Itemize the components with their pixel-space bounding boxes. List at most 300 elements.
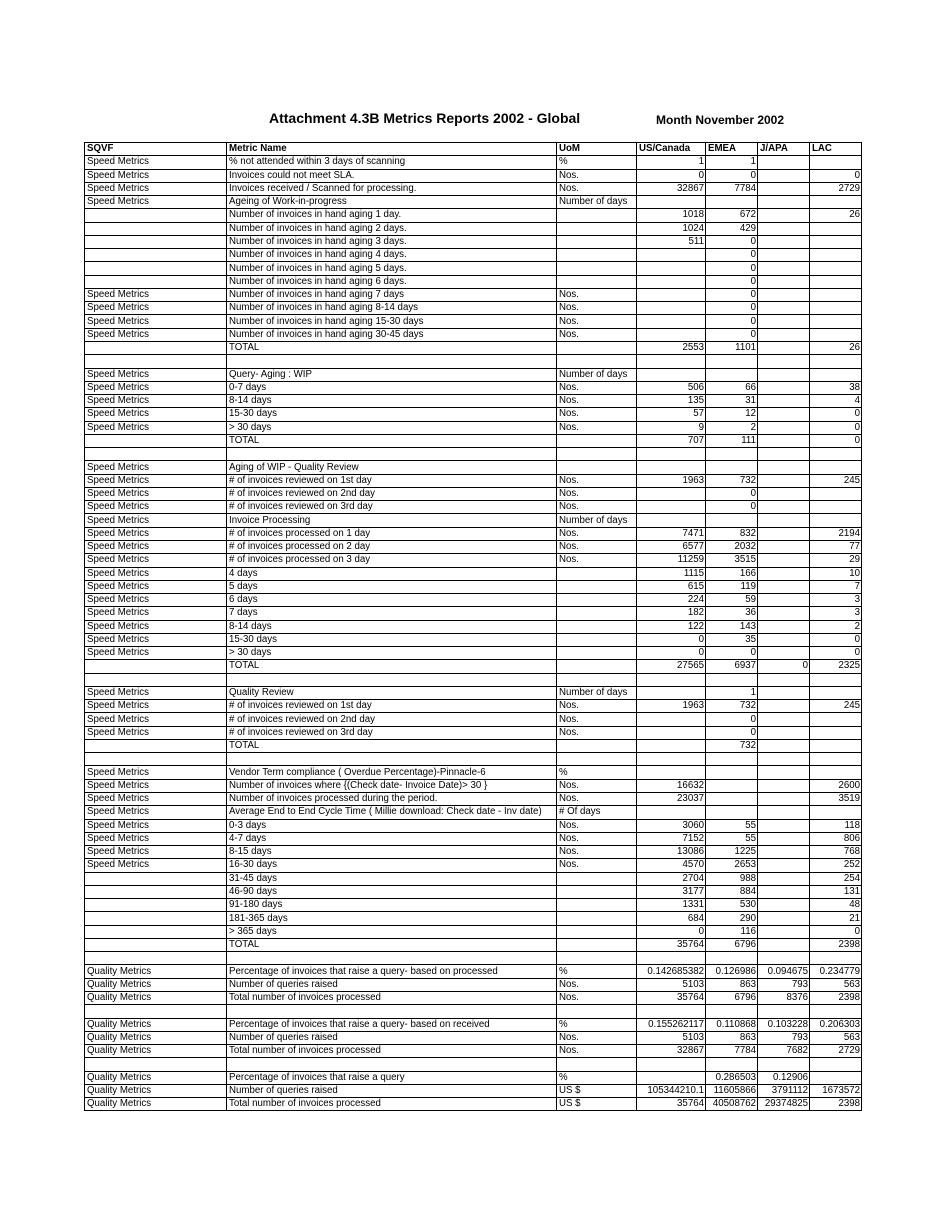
uom-cell: US $	[557, 1084, 637, 1097]
uom-cell	[557, 925, 637, 938]
japa-cell	[758, 156, 810, 169]
japa-cell	[758, 222, 810, 235]
table-row	[85, 952, 862, 965]
metric-name-cell: Vendor Term compliance ( Overdue Percentage)-Pinnacle-6	[227, 766, 557, 779]
metric-name-cell: # of invoices processed on 1 day	[227, 527, 557, 540]
japa-cell	[758, 1005, 810, 1018]
table-row	[85, 899, 862, 912]
table-row	[85, 368, 862, 381]
japa-cell	[758, 925, 810, 938]
metric-name-cell: % not attended within 3 days of scanning	[227, 156, 557, 169]
sqvf-cell: Quality Metrics	[85, 992, 227, 1005]
us-canada-cell: 7152	[637, 832, 706, 845]
uom-cell	[557, 275, 637, 288]
table-row	[85, 355, 862, 368]
table-row	[85, 872, 862, 885]
uom-cell: Nos.	[557, 408, 637, 421]
table-row	[85, 739, 862, 752]
us-canada-cell: 2553	[637, 341, 706, 354]
metric-name-cell: # of invoices processed on 2 day	[227, 540, 557, 553]
sqvf-cell: Speed Metrics	[85, 514, 227, 527]
japa-cell	[758, 421, 810, 434]
emea-cell: 0	[706, 501, 758, 514]
uom-cell	[557, 262, 637, 275]
table-row	[85, 673, 862, 686]
table-row	[85, 196, 862, 209]
emea-cell: 988	[706, 872, 758, 885]
metric-name-cell: 46-90 days	[227, 885, 557, 898]
metric-name-cell: Number of invoices in hand aging 4 days.	[227, 249, 557, 262]
uom-cell	[557, 872, 637, 885]
lac-cell	[810, 196, 862, 209]
lac-cell: 21	[810, 912, 862, 925]
sqvf-cell: Quality Metrics	[85, 1045, 227, 1058]
emea-cell: 1101	[706, 341, 758, 354]
us-canada-cell	[637, 262, 706, 275]
emea-cell: 732	[706, 474, 758, 487]
emea-cell: 1	[706, 686, 758, 699]
metric-name-cell: # of invoices reviewed on 2nd day	[227, 487, 557, 500]
table-row	[85, 381, 862, 394]
column-header: UoM	[557, 143, 637, 156]
table-row	[85, 288, 862, 301]
us-canada-cell	[637, 355, 706, 368]
japa-cell	[758, 448, 810, 461]
uom-cell	[557, 209, 637, 222]
table-row	[85, 540, 862, 553]
metric-name-cell: 15-30 days	[227, 408, 557, 421]
lac-cell	[810, 501, 862, 514]
table-row	[85, 395, 862, 408]
us-canada-cell: 684	[637, 912, 706, 925]
metric-name-cell: Number of queries raised	[227, 978, 557, 991]
emea-cell: 7784	[706, 182, 758, 195]
sqvf-cell: Speed Metrics	[85, 686, 227, 699]
sqvf-cell: Speed Metrics	[85, 487, 227, 500]
sqvf-cell	[85, 262, 227, 275]
sqvf-cell: Speed Metrics	[85, 793, 227, 806]
us-canada-cell: 32867	[637, 182, 706, 195]
japa-cell	[758, 514, 810, 527]
uom-cell: Nos.	[557, 779, 637, 792]
sqvf-cell	[85, 885, 227, 898]
japa-cell	[758, 607, 810, 620]
metric-name-cell: Number of invoices in hand aging 6 days.	[227, 275, 557, 288]
us-canada-cell: 224	[637, 594, 706, 607]
us-canada-cell	[637, 1058, 706, 1071]
table-row	[85, 1058, 862, 1071]
lac-cell	[810, 235, 862, 248]
table-row	[85, 341, 862, 354]
emea-cell: 59	[706, 594, 758, 607]
japa-cell	[758, 169, 810, 182]
uom-cell: Nos.	[557, 978, 637, 991]
japa-cell	[758, 554, 810, 567]
lac-cell: 2325	[810, 660, 862, 673]
table-row	[85, 487, 862, 500]
metric-name-cell: 31-45 days	[227, 872, 557, 885]
japa-cell	[758, 859, 810, 872]
lac-cell	[810, 514, 862, 527]
uom-cell: Nos.	[557, 381, 637, 394]
metric-name-cell: Number of invoices in hand aging 5 days.	[227, 262, 557, 275]
lac-cell	[810, 806, 862, 819]
table-row	[85, 580, 862, 593]
us-canada-cell: 9	[637, 421, 706, 434]
sqvf-cell: Quality Metrics	[85, 1031, 227, 1044]
uom-cell: Nos.	[557, 474, 637, 487]
japa-cell	[758, 395, 810, 408]
table-row	[85, 156, 862, 169]
us-canada-cell: 615	[637, 580, 706, 593]
us-canada-cell: 7471	[637, 527, 706, 540]
table-row	[85, 501, 862, 514]
uom-cell: Nos.	[557, 713, 637, 726]
japa-cell: 8376	[758, 992, 810, 1005]
japa-cell	[758, 196, 810, 209]
emea-cell: 2653	[706, 859, 758, 872]
emea-cell	[706, 448, 758, 461]
lac-cell: 7	[810, 580, 862, 593]
us-canada-cell: 1963	[637, 700, 706, 713]
sqvf-cell: Quality Metrics	[85, 965, 227, 978]
lac-cell: 48	[810, 899, 862, 912]
table-row	[85, 726, 862, 739]
sqvf-cell: Speed Metrics	[85, 567, 227, 580]
metric-name-cell: 8-14 days	[227, 395, 557, 408]
us-canada-cell	[637, 288, 706, 301]
uom-cell: %	[557, 1071, 637, 1084]
table-row	[85, 514, 862, 527]
metric-name-cell	[227, 1005, 557, 1018]
sqvf-cell	[85, 341, 227, 354]
sqvf-cell	[85, 660, 227, 673]
lac-cell: 38	[810, 381, 862, 394]
us-canada-cell: 16632	[637, 779, 706, 792]
sqvf-cell: Speed Metrics	[85, 766, 227, 779]
emea-cell: 429	[706, 222, 758, 235]
lac-cell	[810, 487, 862, 500]
lac-cell	[810, 249, 862, 262]
japa-cell	[758, 302, 810, 315]
us-canada-cell: 0	[637, 169, 706, 182]
uom-cell	[557, 620, 637, 633]
metric-name-cell: TOTAL	[227, 660, 557, 673]
lac-cell: 2398	[810, 938, 862, 951]
us-canada-cell	[637, 302, 706, 315]
japa-cell	[758, 527, 810, 540]
us-canada-cell: 6577	[637, 540, 706, 553]
metric-name-cell: Invoices could not meet SLA.	[227, 169, 557, 182]
japa-cell	[758, 620, 810, 633]
table-row	[85, 222, 862, 235]
uom-cell: Nos.	[557, 832, 637, 845]
us-canada-cell	[637, 315, 706, 328]
uom-cell: Nos.	[557, 554, 637, 567]
uom-cell	[557, 938, 637, 951]
us-canada-cell: 3177	[637, 885, 706, 898]
lac-cell: 118	[810, 819, 862, 832]
japa-cell	[758, 713, 810, 726]
emea-cell: 0	[706, 275, 758, 288]
table-row	[85, 1098, 862, 1111]
uom-cell	[557, 1005, 637, 1018]
us-canada-cell: 0.142685382	[637, 965, 706, 978]
uom-cell	[557, 249, 637, 262]
column-header: US/Canada	[637, 143, 706, 156]
lac-cell	[810, 686, 862, 699]
table-row	[85, 938, 862, 951]
metric-name-cell: TOTAL	[227, 341, 557, 354]
lac-cell	[810, 222, 862, 235]
emea-cell: 40508762	[706, 1098, 758, 1111]
us-canada-cell	[637, 368, 706, 381]
lac-cell	[810, 753, 862, 766]
lac-cell	[810, 156, 862, 169]
lac-cell: 2	[810, 620, 862, 633]
us-canada-cell: 2704	[637, 872, 706, 885]
emea-cell: 530	[706, 899, 758, 912]
emea-cell: 2	[706, 421, 758, 434]
uom-cell	[557, 633, 637, 646]
sqvf-cell	[85, 434, 227, 447]
emea-cell: 11605866	[706, 1084, 758, 1097]
uom-cell: Nos.	[557, 527, 637, 540]
emea-cell: 672	[706, 209, 758, 222]
table-row	[85, 169, 862, 182]
sqvf-cell	[85, 938, 227, 951]
lac-cell	[810, 355, 862, 368]
metric-name-cell: Number of invoices in hand aging 15-30 days	[227, 315, 557, 328]
japa-cell	[758, 235, 810, 248]
emea-cell: 12	[706, 408, 758, 421]
us-canada-cell: 1018	[637, 209, 706, 222]
lac-cell: 3	[810, 594, 862, 607]
lac-cell: 768	[810, 846, 862, 859]
metric-name-cell: Total number of invoices processed	[227, 1045, 557, 1058]
emea-cell	[706, 1005, 758, 1018]
metric-name-cell: Number of invoices in hand aging 2 days.	[227, 222, 557, 235]
japa-cell	[758, 739, 810, 752]
lac-cell: 2194	[810, 527, 862, 540]
metric-name-cell: > 30 days	[227, 647, 557, 660]
lac-cell: 77	[810, 540, 862, 553]
us-canada-cell	[637, 952, 706, 965]
us-canada-cell: 0	[637, 647, 706, 660]
uom-cell	[557, 355, 637, 368]
table-row	[85, 793, 862, 806]
us-canada-cell: 1024	[637, 222, 706, 235]
emea-cell: 6796	[706, 938, 758, 951]
column-header: LAC	[810, 143, 862, 156]
table-row	[85, 594, 862, 607]
us-canada-cell: 0.155262117	[637, 1018, 706, 1031]
japa-cell	[758, 700, 810, 713]
emea-cell: 116	[706, 925, 758, 938]
japa-cell	[758, 912, 810, 925]
uom-cell	[557, 567, 637, 580]
metric-name-cell: # of invoices reviewed on 1st day	[227, 474, 557, 487]
metric-name-cell: Invoices received / Scanned for processing.	[227, 182, 557, 195]
uom-cell: Nos.	[557, 726, 637, 739]
emea-cell: 2032	[706, 540, 758, 553]
metric-name-cell: Number of invoices in hand aging 3 days.	[227, 235, 557, 248]
sqvf-cell	[85, 1005, 227, 1018]
sqvf-cell	[85, 275, 227, 288]
sqvf-cell: Quality Metrics	[85, 1084, 227, 1097]
sqvf-cell	[85, 355, 227, 368]
emea-cell: 863	[706, 1031, 758, 1044]
japa-cell	[758, 275, 810, 288]
table-row	[85, 567, 862, 580]
metric-name-cell: Number of queries raised	[227, 1084, 557, 1097]
metric-name-cell: TOTAL	[227, 938, 557, 951]
metric-name-cell: Percentage of invoices that raise a query	[227, 1071, 557, 1084]
lac-cell	[810, 726, 862, 739]
uom-cell	[557, 885, 637, 898]
emea-cell: 290	[706, 912, 758, 925]
sqvf-cell	[85, 899, 227, 912]
us-canada-cell	[637, 501, 706, 514]
table-row	[85, 885, 862, 898]
japa-cell	[758, 408, 810, 421]
uom-cell: Nos.	[557, 501, 637, 514]
uom-cell	[557, 341, 637, 354]
sqvf-cell	[85, 925, 227, 938]
japa-cell	[758, 726, 810, 739]
emea-cell: 0	[706, 302, 758, 315]
sqvf-cell	[85, 235, 227, 248]
uom-cell	[557, 607, 637, 620]
metric-name-cell: 91-180 days	[227, 899, 557, 912]
table-row	[85, 779, 862, 792]
uom-cell: Nos.	[557, 1045, 637, 1058]
table-row	[85, 527, 862, 540]
us-canada-cell	[637, 673, 706, 686]
sqvf-cell: Speed Metrics	[85, 713, 227, 726]
sqvf-cell: Speed Metrics	[85, 408, 227, 421]
lac-cell	[810, 302, 862, 315]
metric-name-cell: # of invoices reviewed on 2nd day	[227, 713, 557, 726]
sqvf-cell: Speed Metrics	[85, 527, 227, 540]
sqvf-cell: Speed Metrics	[85, 859, 227, 872]
us-canada-cell: 57	[637, 408, 706, 421]
metric-name-cell: 7 days	[227, 607, 557, 620]
metric-name-cell: TOTAL	[227, 434, 557, 447]
lac-cell: 26	[810, 209, 862, 222]
sqvf-cell	[85, 222, 227, 235]
lac-cell: 0	[810, 421, 862, 434]
sqvf-cell: Speed Metrics	[85, 182, 227, 195]
metric-name-cell	[227, 355, 557, 368]
emea-cell	[706, 514, 758, 527]
japa-cell: 29374825	[758, 1098, 810, 1111]
sqvf-cell: Speed Metrics	[85, 647, 227, 660]
emea-cell: 0.110868	[706, 1018, 758, 1031]
lac-cell: 0.234779	[810, 965, 862, 978]
sqvf-cell: Speed Metrics	[85, 607, 227, 620]
table-row	[85, 461, 862, 474]
sqvf-cell: Speed Metrics	[85, 302, 227, 315]
uom-cell: Number of days	[557, 514, 637, 527]
sqvf-cell: Speed Metrics	[85, 620, 227, 633]
metric-name-cell: 181-365 days	[227, 912, 557, 925]
sqvf-cell	[85, 209, 227, 222]
lac-cell	[810, 461, 862, 474]
japa-cell	[758, 461, 810, 474]
sqvf-cell	[85, 1058, 227, 1071]
sqvf-cell: Speed Metrics	[85, 156, 227, 169]
japa-cell	[758, 846, 810, 859]
japa-cell	[758, 487, 810, 500]
us-canada-cell	[637, 739, 706, 752]
uom-cell	[557, 673, 637, 686]
lac-cell	[810, 1071, 862, 1084]
sqvf-cell	[85, 673, 227, 686]
lac-cell: 2729	[810, 1045, 862, 1058]
uom-cell: Nos.	[557, 859, 637, 872]
japa-cell	[758, 872, 810, 885]
emea-cell: 111	[706, 434, 758, 447]
uom-cell: %	[557, 965, 637, 978]
emea-cell: 31	[706, 395, 758, 408]
japa-cell: 793	[758, 978, 810, 991]
emea-cell: 7784	[706, 1045, 758, 1058]
table-row	[85, 249, 862, 262]
emea-cell: 0	[706, 169, 758, 182]
us-canada-cell: 5103	[637, 1031, 706, 1044]
lac-cell	[810, 275, 862, 288]
metric-name-cell: # of invoices reviewed on 1st day	[227, 700, 557, 713]
japa-cell	[758, 315, 810, 328]
us-canada-cell: 105344210.1	[637, 1084, 706, 1097]
sqvf-cell: Speed Metrics	[85, 580, 227, 593]
sqvf-cell: Quality Metrics	[85, 978, 227, 991]
us-canada-cell: 511	[637, 235, 706, 248]
us-canada-cell: 13086	[637, 846, 706, 859]
sqvf-cell: Speed Metrics	[85, 806, 227, 819]
japa-cell	[758, 540, 810, 553]
uom-cell: Nos.	[557, 421, 637, 434]
emea-cell: 0	[706, 249, 758, 262]
us-canada-cell: 1115	[637, 567, 706, 580]
emea-cell	[706, 952, 758, 965]
table-row	[85, 1071, 862, 1084]
sqvf-cell: Speed Metrics	[85, 594, 227, 607]
table-row	[85, 235, 862, 248]
metric-name-cell: Number of invoices processed during the period.	[227, 793, 557, 806]
japa-cell	[758, 328, 810, 341]
japa-cell	[758, 686, 810, 699]
lac-cell: 0.206303	[810, 1018, 862, 1031]
sqvf-cell: Speed Metrics	[85, 846, 227, 859]
emea-cell: 3515	[706, 554, 758, 567]
metric-name-cell: 8-15 days	[227, 846, 557, 859]
japa-cell: 0.094675	[758, 965, 810, 978]
table-row	[85, 421, 862, 434]
lac-cell: 806	[810, 832, 862, 845]
metric-name-cell	[227, 673, 557, 686]
lac-cell: 131	[810, 885, 862, 898]
emea-cell: 0	[706, 647, 758, 660]
emea-cell: 0	[706, 487, 758, 500]
metric-name-cell: > 30 days	[227, 421, 557, 434]
metric-name-cell: Average End to End Cycle Time ( Millie download: Check date - Inv date)	[227, 806, 557, 819]
us-canada-cell: 1963	[637, 474, 706, 487]
uom-cell	[557, 434, 637, 447]
us-canada-cell: 35764	[637, 992, 706, 1005]
us-canada-cell	[637, 726, 706, 739]
